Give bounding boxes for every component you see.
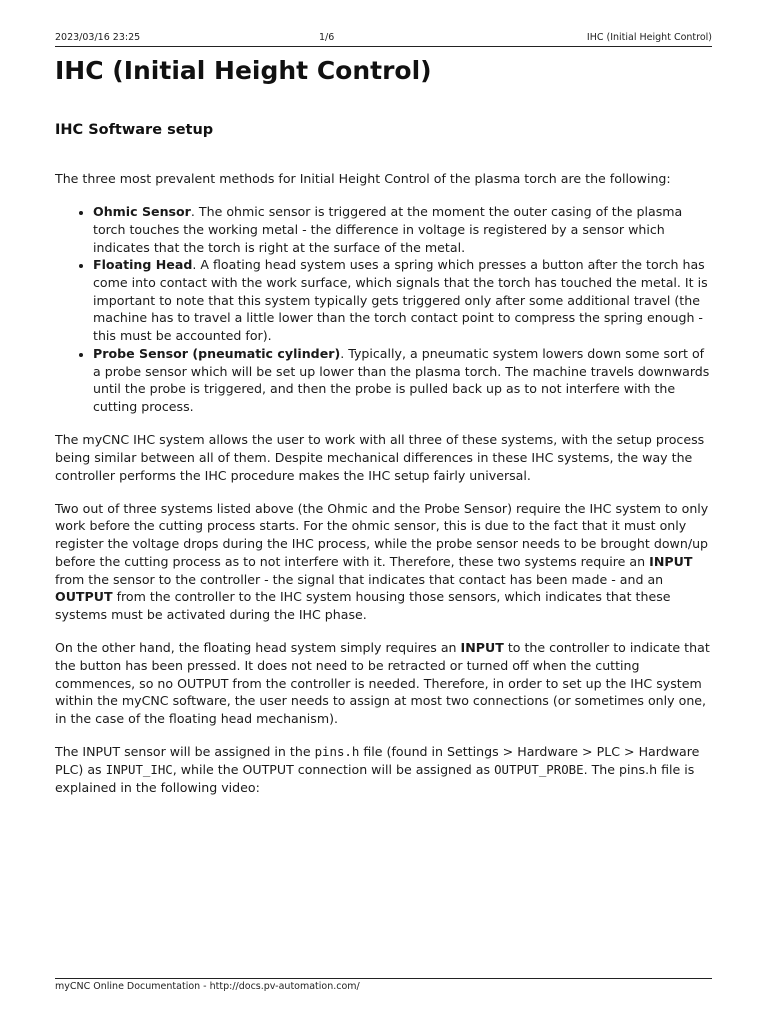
header-divider	[55, 46, 712, 47]
method-name: Probe Sensor (pneumatic cylinder)	[93, 345, 341, 361]
method-description: . Typically, a pneumatic system lowers down some sort of a probe sensor which will be set up lower than the plasma torch. The machine travels downwards until the probe is triggered, and then the probe is pulled back up as to not interfere with the cutting process.	[93, 345, 710, 414]
document-body	[55, 170, 715, 812]
method-description: . A floating head system uses a spring which presses a button after the torch has come into contact with the work surface, which signals that the torch has touched the metal. It is important to note that this system typically gets triggered only after some additional travel (the machine has to travel a little lower than the torch contact point to compress the spring enough - this must be accounted for).	[93, 257, 708, 344]
bold-term: INPUT	[460, 640, 504, 656]
code-term: pins.h	[314, 744, 360, 760]
text-run: , while the OUTPUT connection will be assigned as	[172, 761, 495, 777]
text-run: Two out of three systems listed above (the Ohmic and the Probe Sensor) require the IHC system to only work before the cutting process starts. For the ohmic sensor, this is due to the fact that it must only register the voltage drops during the IHC process, while the probe sensor needs to be brought down/up before the cutting process as to not interfere with it. Therefore, these two systems require an	[55, 500, 709, 569]
list-item	[93, 256, 715, 345]
text-run: . The pins.h file is explained in the following video:	[55, 761, 695, 795]
bold-term: OUTPUT	[55, 589, 113, 605]
text-run: from the sensor to the controller - the signal that indicates that contact has been made - and an	[55, 571, 664, 587]
header-doc-name: IHC (Initial Height Control)	[586, 32, 712, 43]
text-run: from the controller to the IHC system housing those sensors, which indicates that these systems must be activated during the IHC phase.	[55, 589, 671, 622]
floating-head-paragraph	[55, 639, 715, 728]
two-systems-paragraph	[55, 500, 715, 624]
method-name: Floating Head	[93, 257, 193, 273]
header-page-number: 1/6	[319, 32, 335, 43]
text-run: to the controller to indicate that the button has been pressed. It does not need to be retracted or turned off when the cutting commences, so no OUTPUT from the controller is needed. Therefore, in order to set up the IHC system within the myCNC software, the user needs to assign at most two connections (or sometimes only one, in the case of the floating head mechanism).	[55, 640, 710, 726]
page-header	[55, 32, 712, 46]
section-heading: IHC Software setup	[55, 122, 214, 138]
bold-term: INPUT	[649, 553, 693, 569]
methods-list	[55, 203, 715, 415]
code-term: INPUT_IHC	[105, 761, 173, 777]
footer-divider	[55, 978, 712, 979]
input-assignment-paragraph	[55, 743, 715, 796]
page-title: IHC (Initial Height Control)	[55, 56, 432, 85]
text-run: On the other hand, the floating head system simply requires an	[55, 640, 461, 656]
method-description: . The ohmic sensor is triggered at the moment the outer casing of the plasma torch touches the working metal - the difference in voltage is registered by a sensor which indicates that the torch is right at the surface of the metal.	[93, 204, 683, 255]
page-footer: myCNC Online Documentation - http://docs.pv-automation.com/	[55, 981, 360, 992]
mycnc-paragraph: The myCNC IHC system allows the user to work with all three of these systems, with the setup process being similar between all of them. Despite mechanical differences in these IHC systems, the way the controller performs the IHC procedure makes the IHC setup fairly universal.	[55, 432, 705, 483]
text-run: file (found in Settings > Hardware > PLC > Hardware PLC) as	[55, 744, 700, 777]
method-name: Ohmic Sensor	[93, 204, 191, 220]
text-run: The INPUT sensor will be assigned in the	[55, 744, 315, 760]
list-item	[93, 203, 715, 256]
intro-paragraph: The three most prevalent methods for Initial Height Control of the plasma torch are the following:	[55, 171, 671, 186]
code-term: OUTPUT_PROBE	[494, 761, 584, 777]
list-item	[93, 345, 715, 416]
header-datetime: 2023/03/16 23:25	[55, 32, 141, 43]
